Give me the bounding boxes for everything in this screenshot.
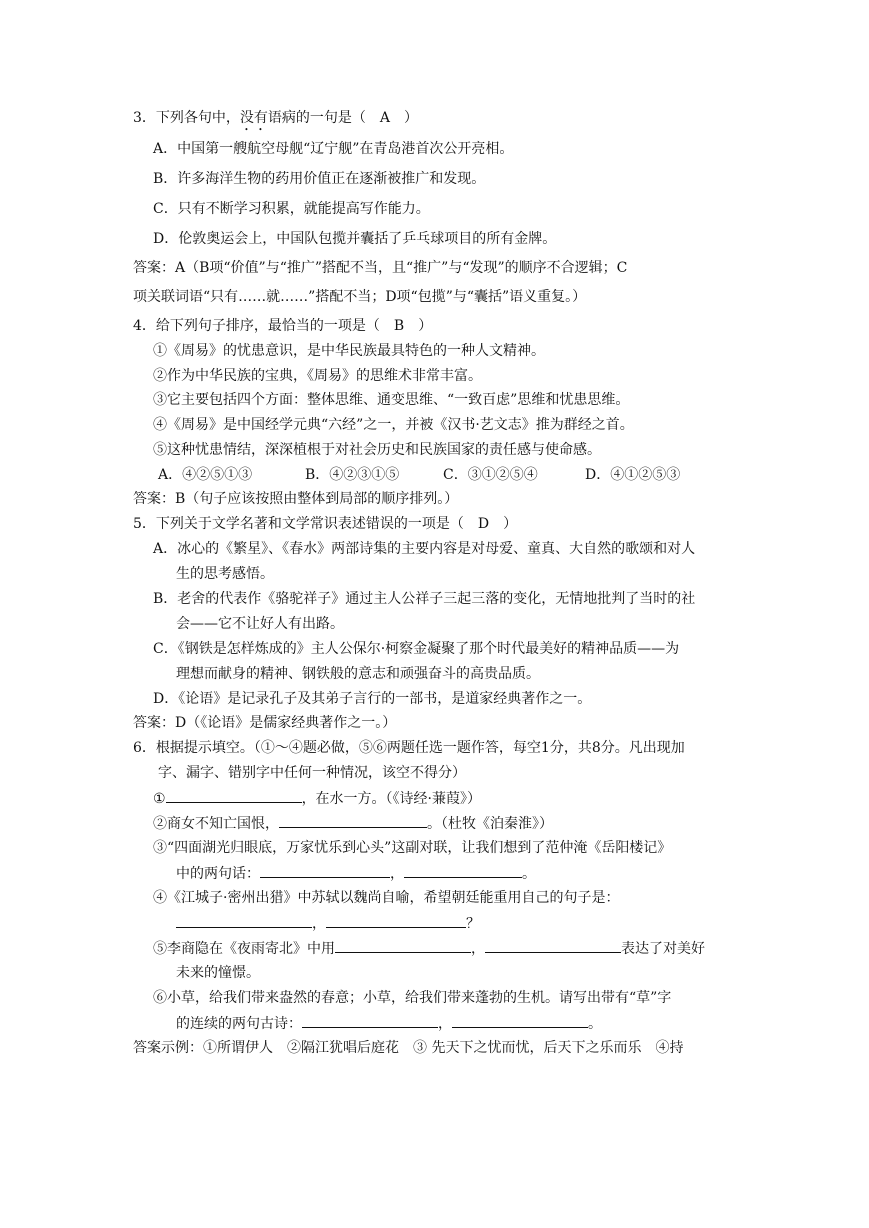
q6-answer: 答案示例：①所谓伊人 ②隔江犹唱后庭花 ③ 先天下之忧而忧，后天下之乐而乐 ④持 xyxy=(133,1040,684,1056)
q6-item-2 xyxy=(153,813,553,834)
q5-answer: 答案：D（《论语》是儒家经典著作之一。） xyxy=(133,715,397,731)
q6-item-5-blank-2[interactable] xyxy=(485,938,621,953)
q6-item-4-line-2 xyxy=(176,913,480,934)
q4-sentence-5: ⑤这种忧患情结，深深植根于对社会历史和民族国家的责任感与使命感。 xyxy=(153,442,601,458)
q5-option-b-line-2: 会——它不让好人有出路。 xyxy=(176,616,344,632)
q5-option-a-line-2: 生的思考感悟。 xyxy=(176,566,274,582)
q6-item-3-period: 。 xyxy=(522,866,536,882)
q6-item-3-blank-2[interactable] xyxy=(404,863,522,878)
q6-item-5-line-1 xyxy=(153,938,705,959)
q3-option-d: D．伦敦奥运会上，中国队包揽并囊括了乒乓球项目的所有金牌。 xyxy=(153,231,557,247)
q6-item-2-blank[interactable] xyxy=(279,813,427,828)
q4-choice-c: C．③①②⑤④ xyxy=(443,467,538,483)
q6-item-3-prompt: 中的两句话： xyxy=(176,866,260,882)
q6-item-6-blank-1[interactable] xyxy=(302,1013,438,1028)
q3-option-b: B．许多海洋生物的药用价值正在逐渐被推广和发现。 xyxy=(153,171,486,187)
q3-stem-emphasis: 没有 xyxy=(239,110,268,126)
q6-item-4-question-mark: ？ xyxy=(466,916,480,932)
q4-sentence-1: ①《周易》的忧患意识，是中华民族最具特色的一种人文精神。 xyxy=(153,343,545,359)
q4-choice-d: D．④①②⑤③ xyxy=(585,467,681,483)
q6-item-3-line-2 xyxy=(176,863,536,884)
q4-stem: 4．给下列句子排序，最恰当的一项是（ B ） xyxy=(133,318,433,334)
q6-item-6-blank-2[interactable] xyxy=(452,1013,588,1028)
q6-item-3-line-1: ③“四面湖光归眼底，万家忧乐到心头”这副对联，让我们想到了范仲淹《岳阳楼记》 xyxy=(153,840,672,856)
q4-sentence-3: ③它主要包括四个方面：整体思维、通变思维、“一致百虑”思维和忧患思维。 xyxy=(153,392,630,408)
q5-option-d: D．《论语》是记录孔子及其弟子言行的一部书，是道家经典著作之一。 xyxy=(153,691,592,707)
q3-answer-line-1: 答案：A（B项“价值”与“推广”搭配不当，且“推广”与“发现”的顺序不合逻辑；C xyxy=(133,260,628,276)
q6-item-5-line-2: 未来的憧憬。 xyxy=(176,965,260,981)
q6-item-4-blank-2[interactable] xyxy=(326,913,466,928)
q5-option-c-line-1: C．《钢铁是怎样炼成的》主人公保尔·柯察金凝聚了那个时代最美好的精神品质——为 xyxy=(153,641,680,657)
q3-stem-prefix: 3．下列各句中， xyxy=(133,110,240,126)
q6-item-6-prompt: 的连续的两句古诗： xyxy=(176,1016,302,1032)
q6-item-6-line-1: ⑥小草，给我们带来盎然的春意；小草，给我们带来蓬勃的生机。请写出带有“草”字 xyxy=(153,990,672,1006)
q3-option-a: A．中国第一艘航空母舰“辽宁舰”在青岛港首次公开亮相。 xyxy=(153,141,514,157)
q5-stem: 5．下列关于文学名著和文学常识表述错误的一项是（ D ） xyxy=(133,516,518,532)
q3-stem-suffix: 语病的一句是（ A ） xyxy=(267,110,419,126)
q6-item-1-number: ① xyxy=(153,791,166,807)
q4-sentence-4: ④《周易》是中国经学元典“六经”之一，并被《汉书·艺文志》推为群经之首。 xyxy=(153,417,634,433)
q6-item-5-text: ⑤李商隐在《夜雨寄北》中用 xyxy=(153,941,335,957)
q6-item-5-blank-1[interactable] xyxy=(335,938,471,953)
q6-item-2-source: 。（杜牧《泊秦淮》） xyxy=(427,816,553,832)
q6-item-3-comma: ， xyxy=(390,866,404,882)
q6-stem-line-2: 字、漏字、错别字中任何一种情况，该空不得分） xyxy=(158,765,466,781)
q6-stem-line-1: 6．根据提示填空。（①～④题必做，⑤⑥两题任选一题作答，每空1分，共8分。凡出现加 xyxy=(133,740,685,756)
q4-choice-b: B．④②③①⑤ xyxy=(305,467,400,483)
q3-answer-line-2: 项关联词语“只有……就……”搭配不当；D项“包揽”与“囊括”语义重复。） xyxy=(133,289,587,305)
q6-item-4-blank-1[interactable] xyxy=(176,913,312,928)
q3-stem xyxy=(133,108,418,134)
q6-item-2-text: ②商女不知亡国恨， xyxy=(153,816,279,832)
q6-item-6-line-2 xyxy=(176,1013,602,1034)
q6-item-4-comma: ， xyxy=(312,916,326,932)
q3-option-c: C．只有不断学习积累，就能提高写作能力。 xyxy=(153,201,430,217)
q4-answer: 答案：B（句子应该按照由整体到局部的顺序排列。） xyxy=(133,491,459,507)
q6-item-6-comma: ， xyxy=(438,1016,452,1032)
q6-item-4-line-1: ④《江城子·密州出猎》中苏轼以魏尚自喻，希望朝廷能重用自己的句子是： xyxy=(153,890,620,906)
q6-item-1-blank[interactable] xyxy=(166,788,302,803)
q5-option-b-line-1: B．老舍的代表作《骆驼祥子》通过主人公祥子三起三落的变化，无情地批判了当时的社 xyxy=(153,591,696,607)
q4-choice-a: A．④②⑤①③ xyxy=(158,467,253,483)
q6-item-1-text: ，在水一方。（《诗经·蒹葭》） xyxy=(301,791,482,807)
q4-sentence-2: ②作为中华民族的宝典，《周易》的思维术非常丰富。 xyxy=(153,368,482,384)
q6-item-6-period: 。 xyxy=(588,1016,602,1032)
q6-item-1 xyxy=(153,788,481,809)
q6-item-5-comma: ， xyxy=(471,941,485,957)
q6-item-3-blank-1[interactable] xyxy=(260,863,390,878)
q5-option-a-line-1: A．冰心的《繁星》、《春水》两部诗集的主要内容是对母爱、童真、大自然的歌颂和对人 xyxy=(153,541,696,557)
q6-item-5-suffix: 表达了对美好 xyxy=(621,941,705,957)
q5-option-c-line-2: 理想而献身的精神、钢铁般的意志和顽强奋斗的高贵品质。 xyxy=(176,666,540,682)
